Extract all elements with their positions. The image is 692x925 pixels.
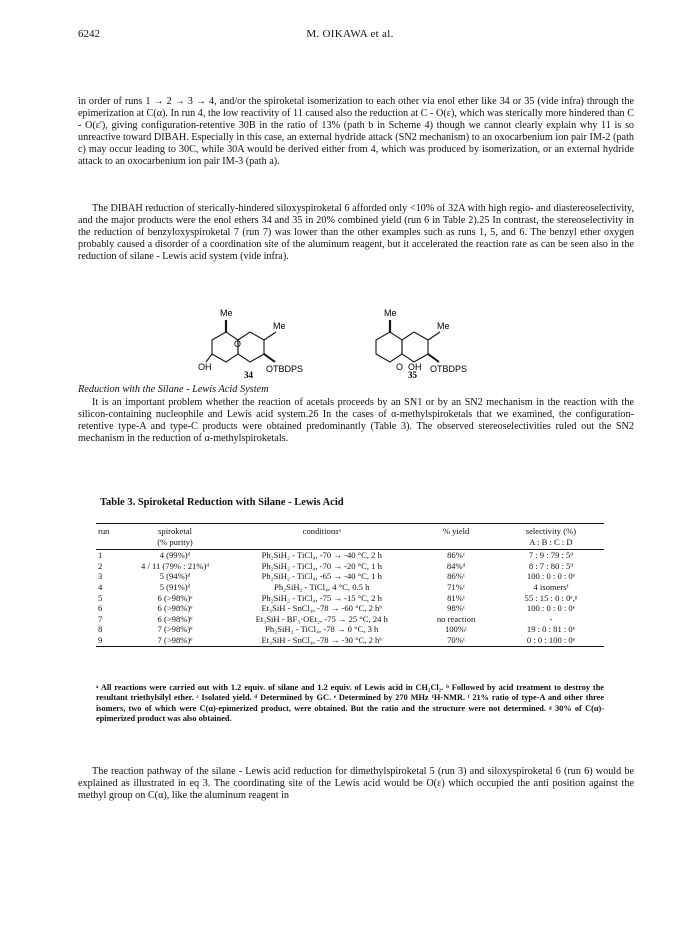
cell-selectivity: 19 : 0 : 81 : 0ᵉ (526, 624, 575, 635)
s35-label: 35 (408, 370, 417, 378)
cell-selectivity: 100 : 0 : 0 : 0ᵉ (526, 571, 575, 582)
header-run: run (98, 526, 110, 536)
header-selectivity-sub: A : B : C : D (529, 536, 573, 547)
cell-conditions: Ph₂SiH₂ - TiCl₄, 4 °C, 0.5 h (274, 581, 370, 592)
cell-selectivity: 55 : 15 : 0 : 0ᵉ,ᵍ (524, 592, 578, 603)
cell-conditions: Ph₂SiH₂ - TiCl₄, -78 → 0 °C, 3 h (265, 624, 379, 635)
header-spiroketal-sub: (% purity) (157, 536, 193, 547)
cell-run: 6 (98, 603, 103, 614)
structure-35 (376, 320, 440, 362)
header-selectivity-label: selectivity (%) (525, 526, 577, 536)
s34-oh: OH (198, 362, 212, 372)
table-header-row (96, 524, 604, 550)
s34-oxygen: O (234, 339, 242, 349)
table-row (96, 624, 604, 635)
s35-me-right: Me (437, 321, 450, 331)
s34-me-left: Me (220, 308, 233, 318)
paragraph-continuation: in order of runs 1 → 2 → 3 → 4, and/or the spiroketal isomerization to each other via enol ether like 34 or 35 (vide infra) through the epimerization at C(α). In run 4, the low reactivity of 11 caused also the reduction at C - O(ε), which was sterically more hindered than C - O(ε'), giving configuration-retentive 30B in the ratio of 13% (path b in Scheme 4) though we cannot clearly explain why 11 is so unreactive toward DIBAH. Especially in this case, an external hydride attack (SN2 mechanism) to an oxocarbenium ion pair IM-2 (path c) may occur leading to 30C, while 30A would be derived either from 4, which was produced by isomerization, or an external hydride attack to an oxocarbenium ion pair IM-3 (path a). (78, 96, 634, 168)
table-caption: Table 3. Spiroketal Reduction with Silane - Lewis Acid (100, 497, 344, 508)
cell-run: 9 (98, 634, 103, 645)
ring-35-left (376, 332, 402, 362)
cell-conditions: Ph₂SiH₂ - TiCl₄, -70 → -20 °C, 1 h (261, 560, 382, 571)
cell-yield: no reaction (436, 613, 476, 624)
cell-yield: 71%ᶜ (447, 581, 466, 592)
header-conditions: conditionsᵃ (302, 526, 341, 536)
cell-run: 5 (98, 592, 103, 603)
header-selectivity (498, 524, 604, 550)
section-heading: Reduction with the Silane - Lewis Acid System (78, 384, 269, 395)
cell-yield: 86%ᶜ (447, 550, 466, 561)
ring-35-right (402, 332, 428, 362)
cell-conditions: Ph₂SiH₂ - TiCl₄, -65 → -40 °C, 1 h (261, 571, 382, 582)
cell-run: 8 (98, 624, 103, 635)
cell-yield: 84%ᵈ (446, 560, 466, 571)
cell-conditions: Ph₂SiH₂ - TiCl₄, -70 → -40 °C, 2 h (261, 550, 382, 561)
cell-conditions: Et₃SiH - SnCl₄, -78 → -60 °C, 2 hᵇ (261, 603, 382, 614)
s34-label: 34 (244, 370, 253, 378)
cell-selectivity: 100 : 0 : 0 : 0ᵉ (526, 603, 575, 614)
page-number: 6242 (78, 28, 100, 40)
cell-spiroketal: 5 (94%)ᵈ (159, 571, 191, 582)
cell-yield: 81%ᶜ (447, 592, 466, 603)
s34-otbdps: OTBDPS (266, 364, 304, 374)
cell-spiroketal: 7 (>98%)ᵉ (157, 624, 193, 635)
cell-run: 2 (98, 560, 103, 571)
cell-run: 1 (98, 550, 103, 561)
cell-spiroketal: 4 / 11 (79% : 21%)ᵈ (141, 560, 209, 571)
table-row (96, 635, 604, 646)
running-head: M. OIKAWA et al. (306, 28, 394, 40)
cell-conditions: Ph₂SiH₂ - TiCl₄, -75 → -15 °C, 2 h (261, 592, 382, 603)
cell-spiroketal: 5 (91%)ᵈ (159, 581, 191, 592)
table-row (96, 561, 604, 572)
table-body (96, 550, 604, 646)
cell-run: 3 (98, 571, 103, 582)
cell-yield: 70%ᶜ (447, 634, 466, 645)
results-table (96, 523, 604, 647)
cell-yield: 86%ᶜ (447, 571, 466, 582)
header-yield: % yield (442, 526, 470, 536)
cell-selectivity: 7 : 9 : 79 : 5ᵈ (528, 550, 574, 561)
s35-oxygen: O (396, 362, 404, 372)
cell-spiroketal: 6 (>98%)ᵉ (157, 592, 193, 603)
s35-oh: OH (408, 362, 422, 372)
cell-spiroketal: 6 (>98%)ᵉ (157, 603, 193, 614)
header-spiroketal (121, 524, 229, 550)
ring-34-right (238, 332, 264, 362)
cell-spiroketal: 6 (>98%)ᵉ (157, 613, 193, 624)
s34-me-right: Me (273, 321, 286, 331)
paragraph-silane-intro: It is an important problem whether the reaction of acetals proceeds by an SN1 or by an SN2 mechanism in the reaction with the silicon-containing nucleophile and Lewis acid system.26 In the cases of α-methylspiroketals that we examined, the configuration-retentive type-A and type-C products were obtained predominantly (Table 3). The observed stereoselectivities ruled out the SN2 mechanism in the reduction of α-methylspiroketals. (78, 397, 634, 445)
table-row (96, 603, 604, 614)
table-footnotes: ᵃ All reactions were carried out with 1.2 equiv. of silane and 1.2 equiv. of Lewis acid in CH₂Cl₂. ᵇ Followed by acid treatment to destroy the resultant triethylsilyl ether. ᶜ Isolated yield. ᵈ Determined by GC. ᵉ Determined by 270 MHz ¹H-NMR. ᶠ 21% ratio of type-A and other three isomers, two of which were C(α)-epimerized product, were obtained. But the ratio and the structure were not determined. ᵍ 30% of C(α)-epimerized product was also obtained. (96, 683, 604, 724)
paragraph-reaction-pathway: The reaction pathway of the silane - Lewis acid reduction for dimethylspiroketal 5 (run 3) and siloxyspiroketal 6 (run 6) would be explained as illustrated in eq 3. The coordinating site of the Lewis acid would be O(ε) which occupied the anti position against the methyl group on C(α), like the aluminum reagent in (78, 766, 634, 802)
table-row (96, 550, 604, 561)
table-row (96, 571, 604, 582)
cell-selectivity: 4 isomersᶠ (533, 581, 569, 592)
table-row (96, 593, 604, 604)
cell-selectivity: - (549, 613, 553, 624)
cell-conditions: Et₃SiH - BF₃·OEt₂, -75 → 25 °C, 24 h (255, 613, 388, 624)
table-row (96, 614, 604, 625)
s35-me-left: Me (384, 308, 397, 318)
cell-yield: 100%ᶜ (444, 624, 468, 635)
cell-selectivity: 0 : 0 : 100 : 0ᵉ (526, 634, 575, 645)
header-spiroketal-label: spiroketal (158, 526, 192, 536)
paragraph-dibah-reduction: The DIBAH reduction of sterically-hindered siloxyspiroketal 6 afforded only <10% of 32A with high regio- and diastereoselectivity, and the major products were the enol ethers 34 and 35 in 20% combined yield (run 6 in Table 2).25 In contrast, the stereoselectivity in the reduction of benzyloxyspiroketal 7 (run 7) was lower than the other examples such as runs 1, 5, and 6. The benzyl ether oxygen probably caused a disorder of a coordination site of the aluminum reagent, but it accelerated the reaction rate as can be seen also in the reduction of silane - Lewis acid system (vide infra). (78, 203, 634, 263)
cell-spiroketal: 7 (>98%)ᵉ (157, 634, 193, 645)
cell-run: 7 (98, 613, 103, 624)
chemical-structures (180, 296, 480, 378)
cell-run: 4 (98, 581, 103, 592)
cell-spiroketal: 4 (99%)ᵈ (159, 550, 191, 561)
s35-otbdps: OTBDPS (430, 364, 468, 374)
cell-yield: 98%ᶜ (447, 603, 466, 614)
cell-conditions: Et₃SiH - SnCl₄, -78 → -30 °C, 2 hᵇ (261, 634, 382, 645)
cell-selectivity: 8 : 7 : 80 : 5ᵈ (528, 560, 574, 571)
table-row (96, 582, 604, 593)
